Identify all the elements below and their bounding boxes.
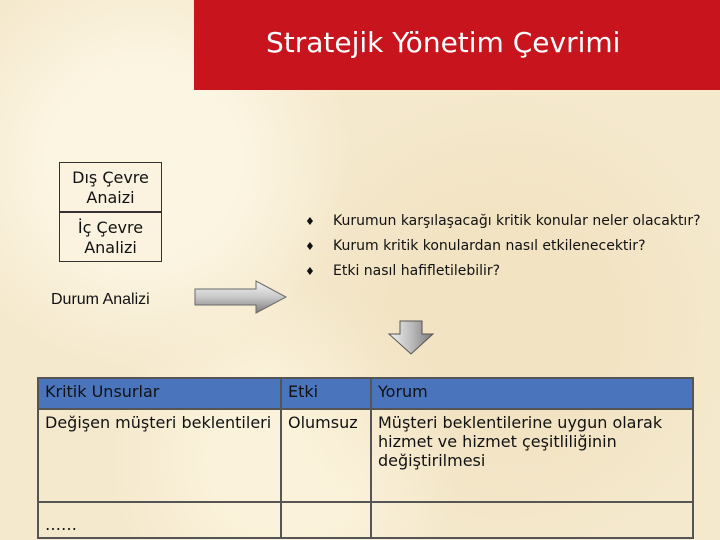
table-cell: Müşteri beklentilerine uygun olarak hizmet ve hizmet çeşitliliğinin değiştirilmesi	[371, 409, 693, 502]
bullet-list	[305, 211, 705, 286]
table-cell: ……	[38, 502, 281, 538]
table-row	[38, 409, 693, 502]
diamond-bullet-icon: ♦	[305, 265, 315, 278]
durum-analizi-label: Durum Analizi	[51, 291, 150, 308]
bullet-item	[305, 236, 705, 257]
table-header-row	[38, 378, 693, 409]
kritik-unsurlar-table	[37, 377, 694, 539]
bullet-text: Kurumun karşılaşacağı kritik konular neler olacaktır?	[333, 213, 701, 229]
bullet-text: Kurum kritik konulardan nasıl etkilenecektir?	[333, 238, 646, 254]
right-arrow-icon	[194, 280, 288, 314]
bullet-item	[305, 211, 705, 232]
diamond-bullet-icon: ♦	[305, 240, 315, 253]
header-etki: Etki	[281, 378, 371, 409]
dis-cevre-box: Dış Çevre Anaizi	[59, 162, 162, 212]
table-row	[38, 502, 693, 538]
bullet-item	[305, 261, 705, 282]
header-kritik-unsurlar: Kritik Unsurlar	[38, 378, 281, 409]
ic-cevre-box: İç Çevre Analizi	[59, 212, 162, 262]
header-yorum: Yorum	[371, 378, 693, 409]
down-arrow-icon	[387, 320, 435, 356]
page-title: Stratejik Yönetim Çevrimi	[266, 26, 621, 59]
bullet-text: Etki nasıl hafifletilebilir?	[333, 263, 501, 279]
table-cell: Değişen müşteri beklentileri	[38, 409, 281, 502]
diamond-bullet-icon: ♦	[305, 215, 315, 228]
table-cell: Olumsuz	[281, 409, 371, 502]
table-cell	[281, 502, 371, 538]
table-cell	[371, 502, 693, 538]
